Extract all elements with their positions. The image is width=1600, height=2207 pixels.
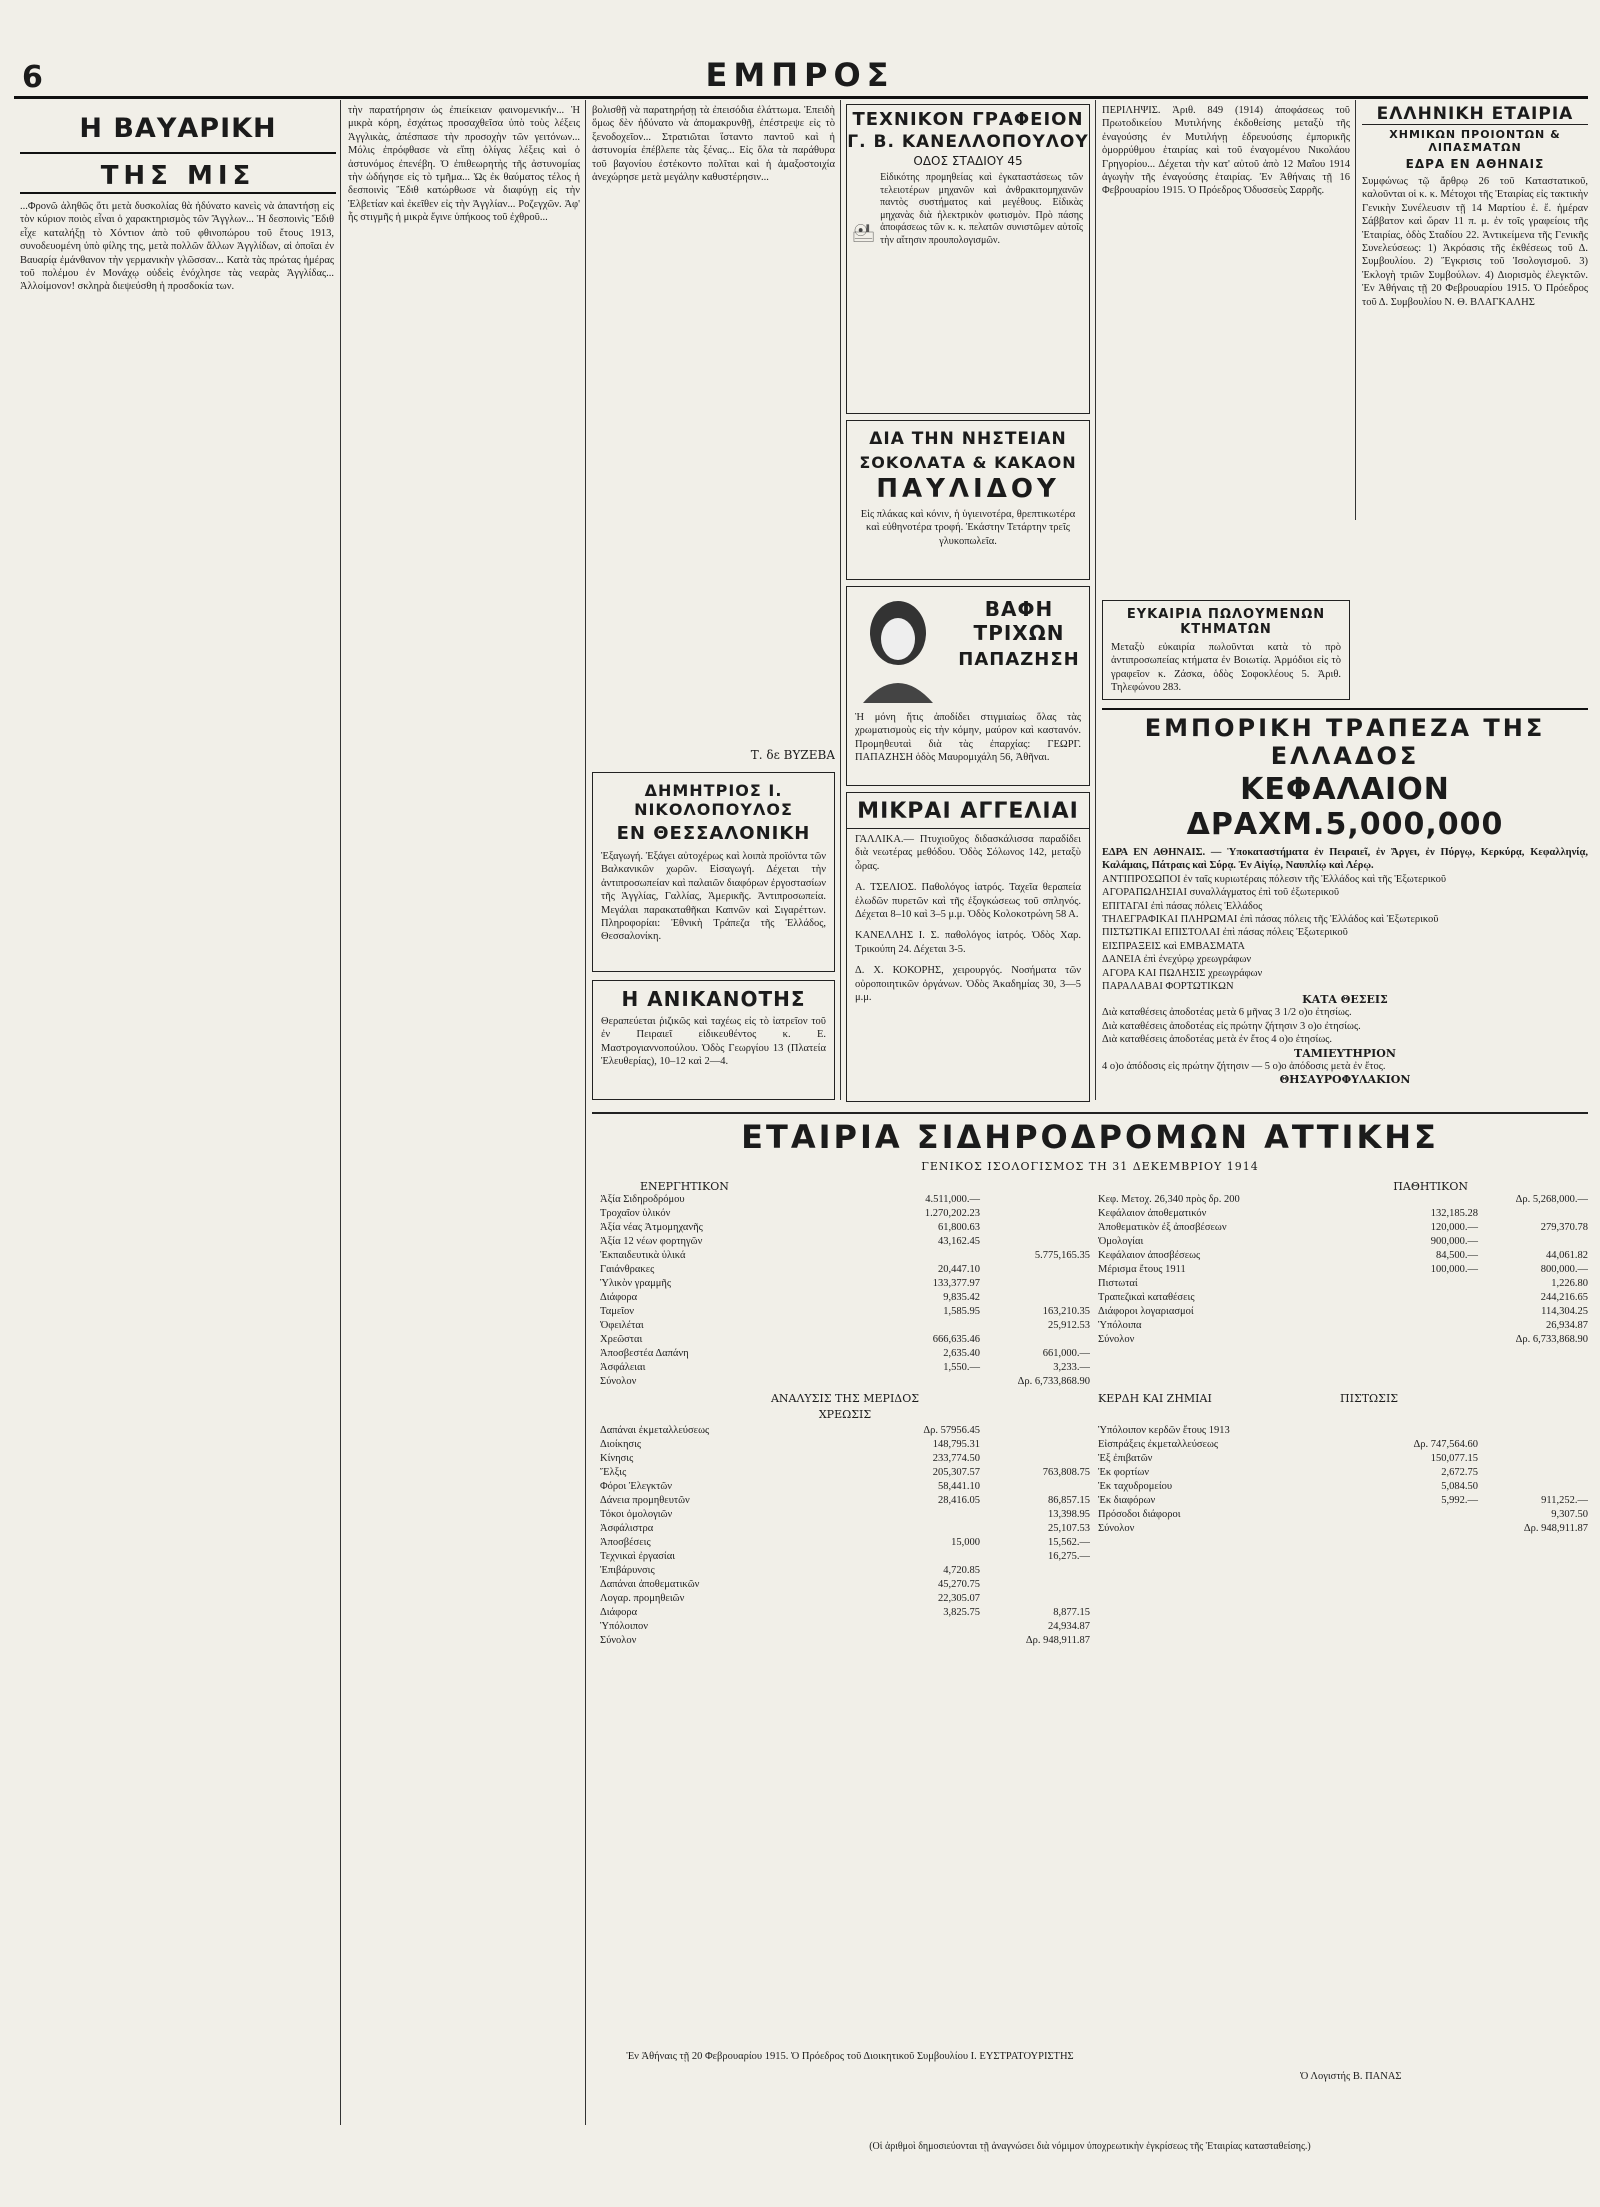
ad-pavlidou-title: ΔΙΑ ΤΗΝ ΝΗΣΤΕΙΑΝ — [869, 429, 1067, 449]
pl-row — [600, 1578, 1090, 1592]
row-amount — [980, 1277, 1090, 1291]
row-amount: 16,275.— — [1048, 1551, 1090, 1562]
row-amount: 148,795.31 — [932, 1439, 980, 1450]
row-amount: Δρ. 6,733,868.90 — [1515, 1334, 1588, 1345]
row-label: Πρόσοδοι διάφοροι — [1098, 1509, 1181, 1520]
ad-bank-line: ΔΑΝΕΙΑ ἐπὶ ἐνεχύρῳ χρεωγράφων — [1102, 954, 1252, 966]
row-label: Ἀξία νέας Ἀτμομηχανῆς — [600, 1222, 703, 1233]
ad-nikolopoulos-place: ΕΝ ΘΕΣΣΑΛΟΝΙΚΗ — [616, 823, 811, 844]
balance-row — [600, 1277, 1090, 1291]
row-amount — [980, 1578, 1090, 1592]
row-label: Ἐκ ταχυδρομείου — [1098, 1481, 1173, 1492]
row-label: Ἐκπαιδευτικὰ ὑλικά — [600, 1250, 686, 1261]
balance-row — [600, 1235, 1090, 1249]
row-label: Σύνολον — [600, 1635, 637, 1646]
row-amount: 1,226.80 — [1551, 1278, 1588, 1289]
railway-debit — [600, 1424, 1090, 1984]
ad-kanellopoulos-body: Εἰδικότης προμηθείας καὶ ἐγκαταστάσεως τῶν τελειοτέρων μηχανῶν καὶ ἀνθρακιτομηχανῶν παντὸς συστήματος καὶ μεγέθους. Εἰδικὰς μηχανὰς διὰ ἠλεκτρικὸν φωτισμὸν. Πρὸ πάσης ἀποφάσεως τῶν κ. κ. πελατῶν συνιστῶμεν αὐτοῖς τὴν αἴτησιν προυπολογισμῶν. — [880, 172, 1083, 246]
ad-property-title: ΕΥΚΑΙΡΙΑ ΠΩΛΟΥΜΕΝΩΝ ΚΤΗΜΑΤΩΝ — [1126, 607, 1326, 637]
balance-row — [1098, 1207, 1588, 1221]
row-label: Πιστωταί — [1098, 1278, 1138, 1289]
row-label: Δαπάναι ἐκμεταλλεύσεως — [600, 1425, 710, 1436]
row-amount: 100,000.— — [1430, 1264, 1478, 1275]
balance-row — [600, 1221, 1090, 1235]
ad-hellenic-title: ΕΛΛΗΝΙΚΗ ΕΤΑΙΡΙΑ — [1362, 104, 1588, 125]
row-amount: 4,720.85 — [943, 1565, 980, 1576]
analysis-title: ΑΝΑΛΥΣΙΣ ΤΗΣ ΜΕΡΙΔΟΣ — [770, 1392, 920, 1405]
row-amount — [1478, 1438, 1588, 1452]
woman-portrait-icon — [853, 593, 943, 703]
row-label: Ἀξία 12 νέων φορτηγῶν — [600, 1236, 703, 1247]
ad-mikrai-item: Δ. Χ. ΚΟΚΟΡΗΣ, χειρουργός. Νοσήματα τῶν οὐροποιητικῶν ὀργάνων. Ὁδὸς Ἀκαδημίας 30, 3—5 μ.μ. — [855, 965, 1081, 1004]
pl-row — [1098, 1494, 1588, 1508]
row-amount — [980, 1333, 1090, 1347]
railway-footnote: (Οἱ ἀριθμοὶ δημοσιεύονται τῇ ἀναγνώσει διὰ νόμιμον ὑποχρεωτικὴν ἐγκρίσεως τῆς Ἑταιρίας κατασταθείσης.) — [869, 2141, 1311, 2152]
row-label: Κεφάλαιον ἀποσβέσεως — [1098, 1250, 1201, 1261]
ad-bank-title: ΕΜΠΟΡΙΚΗ ΤΡΑΠΕΖΑ ΤΗΣ ΕΛΛΑΔΟΣ — [1144, 714, 1546, 770]
row-amount: 26,934.87 — [1546, 1320, 1588, 1331]
ad-kanellopoulos-name: Γ. Β. ΚΑΝΕΛΛΟΠΟΥΛΟΥ — [847, 132, 1089, 152]
row-amount — [885, 1319, 980, 1333]
row-amount: 5.775,165.35 — [1034, 1250, 1090, 1261]
row-amount — [1383, 1277, 1478, 1291]
row-amount: 9,307.50 — [1551, 1509, 1588, 1520]
ad-bank-footer: ΘΗΣΑΥΡΟΦΥΛΑΚΙΟΝ — [1279, 1073, 1411, 1087]
row-amount: Δρ. 6,733,868.90 — [1017, 1376, 1090, 1387]
pl-row — [600, 1424, 1090, 1438]
ad-nikolopoulos — [592, 772, 835, 972]
row-amount: 244,216.65 — [1540, 1292, 1588, 1303]
row-label: Ἀσφάλιστρα — [600, 1523, 654, 1534]
assets-title: ΕΝΕΡΓΗΤΙΚΟΝ — [640, 1180, 729, 1193]
row-amount: 3,825.75 — [943, 1607, 980, 1618]
ad-property-body: Μεταξὺ εὐκαιρία πωλοῦνται κατὰ τὸ πρὸ ἀντιπροσωπείας κτήματα ἐν Βοιωτίᾳ. Ἀρμόδιοι εἰς τὸ γραφεῖον κ. Ζάσκα, ὁδὸς Σοφοκλέους 5. Ἀριθ. Τηλεφώνου 283. — [1111, 642, 1341, 694]
ad-bank-deposits-title: ΚΑΤΑ ΘΕΣΕΙΣ — [1302, 993, 1388, 1007]
row-label: Τραπεζικαὶ καταθέσεις — [1098, 1292, 1195, 1303]
column-rule — [1355, 100, 1356, 520]
row-label: Ὑπόλοιπον — [600, 1621, 649, 1632]
pl-row — [600, 1508, 1090, 1522]
row-amount — [980, 1438, 1090, 1452]
ad-anikanotis — [592, 980, 835, 1100]
row-amount: 133,377.97 — [932, 1278, 980, 1289]
pl-row — [600, 1466, 1090, 1480]
pl-row — [600, 1606, 1090, 1620]
row-amount: 5,992.— — [1441, 1495, 1478, 1506]
ad-nikolopoulos-title: ΔΗΜΗΤΡΙΟΣ Ι. ΝΙΚΟΛΟΠΟΥΛΟΣ — [634, 781, 793, 819]
column-rule — [340, 100, 341, 2125]
row-label: Σύνολον — [600, 1376, 637, 1387]
row-amount: Δρ. 948,911.87 — [1025, 1635, 1090, 1646]
ad-kanellopoulos-address: ΟΔΟΣ ΣΤΑΔΙΟΥ 45 — [913, 154, 1023, 168]
ad-bank-line: ΑΓΟΡΑ ΚΑΙ ΠΩΛΗΣΙΣ χρεωγράφων — [1102, 967, 1263, 979]
story-column-3: βολισθῇ νὰ παρατηρήσῃ τὰ ἐπεισόδια ἐλάττωμα. Ἐπειδὴ ὅμως δὲν ἠδύνατο νὰ ἀπομακρυνθῇ, ἐπέστρεψε εἰς τὸ ξενοδοχεῖον... Στρατιῶται ἵσταντο παντοῦ καὶ ἡ ἀστυνομία ἐπέβλεπε τὰς ξένας... Εἰς ὅλα τὰ παράθυρα τοῦ βαγονίου ἐστέκοντο πολῖται καὶ ἡ ἀμαξοστοιχία ἀνεχώρησε μετὰ μεγάλην καθυστέρησιν... — [592, 105, 835, 184]
masthead-rule — [14, 96, 1588, 99]
ad-bank-savings-title: ΤΑΜΙΕΥΤΗΡΙΟΝ — [1294, 1046, 1396, 1060]
balance-row — [1098, 1235, 1588, 1249]
pl-row — [1098, 1466, 1588, 1480]
row-amount: 911,252.— — [1541, 1495, 1588, 1506]
row-amount: 1.270,202.23 — [924, 1208, 980, 1219]
row-amount: 15,000 — [951, 1537, 980, 1548]
pl-row — [1098, 1424, 1588, 1438]
row-amount — [1383, 1193, 1478, 1207]
ad-hellenic-body: Συμφώνως τῷ ἄρθρῳ 26 τοῦ Καταστατικοῦ, καλοῦνται οἱ κ. κ. Μέτοχοι τῆς Ἑταιρίας εἰς τακτικὴν Γενικὴν Συνέλευσιν τῇ 14 Μαρτίου ἐ. ἔ. ἡμέραν Σάββατον καὶ ὥραν 11 π. μ. ἐν τοῖς γραφείοις τῆς Ἑταιρίας, ὁδὸς Σταδίου 22. Ἀντικείμενα τῆς Γενικῆς Συνελεύσεως: 1) Ἀκρόασις τῆς ἐκθέσεως τοῦ Δ. Συμβουλίου. 2) Ἔγκρισις τοῦ Ἰσολογισμοῦ. 3) Ἐκλογὴ τριῶν Συμβούλων. 4) Διορισμὸς ἐλεγκτῶν. Ἐν Ἀθήναις τῇ 20 Φεβρουαρίου 1915. Ὁ Πρόεδρος τοῦ Δ. Συμβουλίου Ν. Θ. ΒΛΑΓΚΑΛΗΣ — [1362, 176, 1588, 308]
ad-mikrai-item: ΚΑΝΕΛΛΗΣ Ι. Σ. παθολόγος ἰατρός. Ὁδὸς Χαρ. Τρικούπη 24. Δέχεται 3-5. — [855, 930, 1081, 955]
row-amount: Δρ. 57956.45 — [923, 1425, 980, 1436]
row-label: Λογαρ. προμηθειῶν — [600, 1593, 685, 1604]
ad-bank-line: ΑΓΟΡΑΠΩΛΗΣΙΑΙ συναλλάγματος ἐπὶ τοῦ ἐξωτερικοῦ — [1102, 887, 1340, 899]
row-label: Γαιάνθρακες — [600, 1264, 655, 1275]
row-amount: 9,835.42 — [943, 1292, 980, 1303]
row-amount — [1478, 1235, 1588, 1249]
ad-mikrai-item: Α. ΤΣΕΛΙΟΣ. Παθολόγος ἰατρός. Ταχεῖα θεραπεία ἑλωδῶν πυρετῶν καὶ τῆς ἐξογκώσεως τοῦ σπληνός. Δέχεται 8–10 καὶ 3–5 μ.μ. Ὁδὸς Κολοκοτρώνη 58 Α. — [855, 882, 1081, 921]
row-amount — [885, 1375, 980, 1389]
row-label: Διάφοροι λογαριασμοί — [1098, 1306, 1194, 1317]
row-amount: 2,672.75 — [1441, 1467, 1478, 1478]
row-amount: 900,000.— — [1430, 1236, 1478, 1247]
story-column-1: ...Φρονῶ ἀληθῶς ὅτι μετὰ δυσκολίας θὰ ἠδύνατο κανεὶς νὰ ἀπαντήσῃ εἰς τὸν κύριον ποιὸς εἶναι ὁ χαρακτηρισμὸς τῶν Ἄγγλων... Ἡ δεσποινὶς Ἔδιθ εἶχε καταλήξῃ τὸ Χόντιον ἀπὸ τοῦ φθινοπώρου τοῦ ἔτους 1913, συνοδευομένη ὑπὸ φίλης της, μετὰ πολλῶν ἄλλων Ἀγγλίδων, αἱ ὁποῖαι ἐν Βαυαρίᾳ ἐμάνθανον τὴν γερμανικὴν γλῶσσαν... Κατὰ τὰς πρώτας ἡμέρας τοῦ πολέμου ἐν Μονάχῳ οὐδεὶς ἐνόχλησε τὰς νεαρὰς Ἀγγλίδας... Ἀλλοίμονον! σκληρὰ διεψεύσθη ἡ προσδοκία των. — [20, 201, 334, 293]
row-label: Ἀποσβεστέα Δαπάνη — [600, 1348, 689, 1359]
row-amount — [1478, 1207, 1588, 1221]
column-rule — [1095, 100, 1096, 1100]
row-label: Σύνολον — [1098, 1334, 1135, 1345]
railway-footer-left: Ἐν Ἀθήναις τῇ 20 Φεβρουαρίου 1915. Ὁ Πρόεδρος τοῦ Διοικητικοῦ Συμβουλίου Ι. ΕΥΣΤΡΑΤΟΥΡΙΣΤΗΣ — [626, 2051, 1074, 2062]
row-amount: 233,774.50 — [932, 1453, 980, 1464]
credit-title: ΠΙΣΤΩΣΙΣ — [1340, 1392, 1399, 1405]
ad-kanellopoulos — [846, 104, 1090, 414]
row-amount: 22,305.07 — [938, 1593, 980, 1604]
row-amount: 28,416.05 — [938, 1495, 980, 1506]
column-rule — [585, 100, 586, 2125]
balance-row — [600, 1319, 1090, 1333]
row-amount — [1478, 1424, 1588, 1438]
row-label: Ὑπόλοιπον κερδῶν ἔτους 1913 — [1098, 1425, 1230, 1436]
row-label: Τροχαῖον ὑλικόν — [600, 1208, 671, 1219]
row-amount — [1383, 1508, 1478, 1522]
row-label: Ἐκ διαφόρων — [1098, 1495, 1156, 1506]
row-label: Ἀσφάλειαι — [600, 1362, 646, 1373]
pl-row — [600, 1634, 1090, 1648]
row-amount — [980, 1564, 1090, 1578]
pl-row — [600, 1592, 1090, 1606]
ad-papazisi-name: ΠΑΠΑΖΗΣΗ — [958, 649, 1080, 670]
ad-anikanotis-body: Θεραπεύεται ῥιζικῶς καὶ ταχέως εἰς τὸ ἰατρεῖον τοῦ ἐν Πειραιεῖ εἰδικευθέντος κ. Ε. Μαστρογιαννοπούλου. Ὁδὸς Γεωργίου 13 (Πλατεία Ἐλευθερίας), 10–12 καὶ 2—4. — [601, 1016, 826, 1068]
pl-row — [600, 1536, 1090, 1550]
row-label: Τόκοι ὀμολογιῶν — [600, 1509, 673, 1520]
ad-papazisi-title: ΒΑΦΗ ΤΡΙΧΩΝ — [973, 597, 1065, 645]
ad-bank-savings: 4 ο)ο ἀπόδοσις εἰς πρώτην ζήτησιν — 5 ο)ο ἀπόδοσις μετὰ ἐν ἔτος. — [1102, 1060, 1386, 1072]
row-label: Ἐξ ἐπιβατῶν — [1098, 1453, 1153, 1464]
row-amount: 114,304.25 — [1541, 1306, 1588, 1317]
liabilities-title: ΠΑΘΗΤΙΚΟΝ — [1393, 1180, 1468, 1193]
row-label: Ἀποσβέσεις — [600, 1537, 651, 1548]
balance-row — [600, 1291, 1090, 1305]
ad-mikrai-item: ΓΑΛΛΙΚΑ.— Πτυχιοῦχος διδασκάλισσα παραδίδει διὰ νεωτέρας μεθόδου. Ὁδὸς Σόλωνος 142, μεταξὺ ὧρας. — [855, 834, 1081, 872]
pl-row — [600, 1494, 1090, 1508]
row-amount — [980, 1592, 1090, 1606]
row-amount — [1383, 1291, 1478, 1305]
row-label: Διάφορα — [600, 1292, 638, 1303]
story-subhead: ΤΗΣ ΜΙΣ — [20, 158, 336, 194]
pl-row — [600, 1480, 1090, 1494]
pl-row — [1098, 1480, 1588, 1494]
row-amount: 24,934.87 — [1048, 1621, 1090, 1632]
balance-row — [600, 1263, 1090, 1277]
legal-notice: ΠΕΡΙΛΗΨΙΣ. Ἀριθ. 849 (1914) ἀποφάσεως τοῦ Πρωτοδικείου Μυτιλήνης ἐκδοθείσης μεταξὺ τῆς ἐναγούσης ἐν Μυτιλήνῃ ἑδρευούσης ἐμπορικῆς ὁμορρύθμου ἑταιρίας καὶ τοῦ ἐναγομένου Νικολάου Γρηγορίου... Δέχεται τὴν κατ' αὐτοῦ ἀπὸ 12 Μαΐου 1914 ἀγωγὴν τῆς ἐναγούσης ἑταιρίας. Ἐν Ἀθήναις τῇ 16 Φεβρουαρίου 1915. Ὁ Πρόεδρος Ὀδυσσεὺς Σαρρῆς. — [1102, 105, 1350, 197]
row-amount: 763,808.75 — [1042, 1467, 1090, 1478]
railway-footer-right: Ὁ Λογιστής Β. ΠΑΝΑΣ — [1300, 2071, 1402, 2082]
ad-bank-line: ΕΙΣΠΡΑΞΕΙΣ καὶ ΕΜΒΑΣΜΑΤΑ — [1102, 940, 1245, 952]
row-label: Ἐπιβάρυνσις — [600, 1565, 655, 1576]
row-label: Μέρισμα ἔτους 1911 — [1098, 1264, 1186, 1275]
row-label: Κίνησις — [600, 1453, 634, 1464]
row-amount: Δρ. 747,564.60 — [1413, 1439, 1478, 1450]
page-number: 6 — [22, 60, 43, 94]
row-amount: 44,061.82 — [1546, 1250, 1588, 1261]
ad-bank-line: ΤΗΛΕΓΡΑΦΙΚΑΙ ΠΛΗΡΩΜΑΙ ἐπὶ πάσας πόλεις τῆς Ἑλλάδος καὶ Ἐξωτερικοῦ — [1102, 914, 1439, 926]
pl-row — [1098, 1522, 1588, 1536]
row-amount: 2,635.40 — [943, 1348, 980, 1359]
balance-row — [600, 1375, 1090, 1389]
row-label: Διοίκησις — [600, 1439, 642, 1450]
ad-nikolopoulos-body: Ἐξαγωγή. Ἐξάγει αὐτοχέρως καὶ λοιπὰ προϊόντα τῶν Βαλκανικῶν χωρῶν. Εἰσαγωγή. Δέχεται τὴν ἀντιπροσωπείαν καὶ παλαιῶν διαφόρων ἐργοστασίων τῆς Ἀγγλίας, Γαλλίας, Ἀμερικῆς. Ἀντιπροσωπεία. Μεγάλαι παρακαταθῆκαι Καπνῶν καὶ Σιγαρέττων. Πληροφορίαι: Ἐθνικὴ Τράπεζα τῆς Ἑλλάδος, Θεσσαλονίκη. — [601, 851, 826, 943]
ad-anikanotis-title: Η ΑΝΙΚΑΝΟΤΗΣ — [621, 987, 806, 1011]
row-amount — [980, 1424, 1090, 1438]
row-label: Χρεῶσται — [600, 1334, 643, 1345]
row-amount — [980, 1235, 1090, 1249]
row-amount — [1383, 1424, 1478, 1438]
row-amount: 13,398.95 — [1048, 1509, 1090, 1520]
row-amount — [980, 1263, 1090, 1277]
ad-hellenic-subtitle: ΧΗΜΙΚΩΝ ΠΡΟΙΟΝΤΩΝ & ΛΙΠΑΣΜΑΤΩΝ — [1389, 128, 1561, 154]
row-amount — [885, 1522, 980, 1536]
row-amount: 1,550.— — [943, 1362, 980, 1373]
row-label: Ὑπόλοιπα — [1098, 1320, 1142, 1331]
row-label: Ὀφειλέται — [600, 1320, 644, 1331]
balance-row — [600, 1249, 1090, 1263]
debit-title: ΧΡΕΩΣΙΣ — [818, 1408, 872, 1421]
row-amount — [980, 1291, 1090, 1305]
row-label: Ὀμολογίαι — [1098, 1236, 1144, 1247]
pl-row — [600, 1564, 1090, 1578]
row-label: Εἰσπράξεις ἐκμεταλλεύσεως — [1098, 1439, 1219, 1450]
row-amount: 205,307.57 — [932, 1467, 980, 1478]
balance-row — [1098, 1319, 1588, 1333]
balance-row — [1098, 1249, 1588, 1263]
balance-row — [1098, 1291, 1588, 1305]
ad-kanellopoulos-title: ΤΕΧΝΙΚΟΝ ΓΡΑΦΕΙΟΝ — [852, 109, 1084, 130]
balance-row — [600, 1333, 1090, 1347]
ad-bank-capital: ΚΕΦΑΛΑΙΟΝ ΔΡΑΧΜ.5,000,000 — [1186, 772, 1504, 842]
row-amount: Δρ. 948,911.87 — [1523, 1523, 1588, 1534]
row-amount: 132,185.28 — [1430, 1208, 1478, 1219]
balance-row — [1098, 1263, 1588, 1277]
ad-bank-body: ΕΔΡΑ ΕΝ ΑΘΗΝΑΙΣ. — Ὑποκαταστήματα ἐν Πειραιεῖ, ἐν Ἄργει, ἐν Πύργῳ, Κερκύρᾳ, Κεφαλληνίᾳ, Καλάμαις, Πάτραις καὶ Σύρᾳ. Ἐν Αἰγίῳ, Ναυπλίῳ καὶ Λέρῳ. — [1102, 847, 1588, 872]
pl-title: ΚΕΡΔΗ ΚΑΙ ΖΗΜΙΑΙ — [1098, 1392, 1212, 1405]
row-amount: 4.511,000.— — [925, 1194, 980, 1205]
row-label: Κεφάλαιον ἀποθεματικόν — [1098, 1208, 1207, 1219]
row-amount — [1383, 1305, 1478, 1319]
row-amount — [1383, 1522, 1478, 1536]
ad-hellenic-company — [1362, 104, 1588, 704]
row-amount: 163,210.35 — [1042, 1306, 1090, 1317]
pl-row — [600, 1438, 1090, 1452]
row-amount: 150,077.15 — [1430, 1453, 1478, 1464]
row-amount: 25,912.53 — [1048, 1320, 1090, 1331]
ad-papazisi-body: Ἡ μόνη ἥτις ἀποδίδει στιγμιαίως ὅλας τὰς χρωματισμοὺς εἰς τὴν κόμην, μαύρον καὶ καστανόν. Προμηθευταὶ διὰ τὰς ἐπαρχίας: ΓΕΩΡΓ. ΠΑΠΑΖΗΣΗ ὁδὸς Μαυρομιχάλη 56, Ἀθῆναι. — [855, 712, 1081, 764]
row-label: Τεχνικαὶ ἐργασίαι — [600, 1551, 676, 1562]
row-amount: 5,084.50 — [1441, 1481, 1478, 1492]
row-amount — [980, 1452, 1090, 1466]
masthead-title: ΕΜΠΡΟΣ — [705, 56, 895, 94]
pl-row — [1098, 1438, 1588, 1452]
row-amount — [980, 1207, 1090, 1221]
row-amount — [885, 1249, 980, 1263]
balance-row — [1098, 1221, 1588, 1235]
ad-bank-line: ΑΝΤΙΠΡΟΣΩΠΟΙ ἐν ταῖς κυριωτέραις πόλεσιν τῆς Ἑλλάδος καὶ τῆς Ἐξωτερικοῦ — [1102, 873, 1447, 885]
ad-pavlidou — [846, 420, 1090, 580]
row-label: Κεφ. Μετοχ. 26,340 πρὸς δρ. 200 — [1098, 1194, 1240, 1205]
story-headline: Η ΒΑΥΑΡΙΚΗ — [20, 104, 336, 154]
row-label: Ἀξία Σιδηροδρόμου — [600, 1194, 685, 1205]
row-amount: 8,877.15 — [1053, 1607, 1090, 1618]
row-amount — [885, 1620, 980, 1634]
row-amount: Δρ. 5,268,000.— — [1515, 1194, 1588, 1205]
row-amount: 86,857.15 — [1048, 1495, 1090, 1506]
row-label: Διάφορα — [600, 1607, 638, 1618]
ad-pavlidou-name: ΠΑΥΛΙΔΟΥ — [876, 474, 1060, 504]
pl-row — [600, 1550, 1090, 1564]
row-label: Ταμεῖον — [600, 1306, 635, 1317]
row-amount: 3,233.— — [1053, 1362, 1090, 1373]
ad-hellenic-place: ΕΔΡΑ ΕΝ ΑΘΗΝΑΙΣ — [1405, 157, 1545, 171]
row-label: Σύνολον — [1098, 1523, 1135, 1534]
railway-credit — [1098, 1424, 1588, 1724]
row-amount — [980, 1193, 1090, 1207]
pl-row — [600, 1522, 1090, 1536]
railway-title: ΕΤΑΙΡΙΑ ΣΙΔΗΡΟΔΡΟΜΩΝ ΑΤΤΙΚΗΣ — [741, 1118, 1439, 1156]
ad-papazisi — [846, 586, 1090, 786]
row-amount — [1383, 1319, 1478, 1333]
row-amount — [885, 1550, 980, 1564]
row-amount: 58,441.10 — [938, 1481, 980, 1492]
row-amount: 20,447.10 — [938, 1264, 980, 1275]
ad-bank-line: ΠΑΡΑΛΑΒΑΙ ΦΟΡΤΩΤΙΚΩΝ — [1102, 981, 1234, 993]
story-column-2: τὴν παρατήρησιν ὡς ἐπιείκειαν φαινομενικήν... Ἡ μικρὰ κόρη, ἐσχάτως προσαχθεῖσα ὑπὸ τοὺς λέξεις Ἀγγλικὰς, ἀπέσπασε τὴν προσοχὴν τῶν γειτόνων... Μόλις ἐπρόφθασε νὰ εἴπῃ ὀλίγας λέξεις καὶ ὁ ἀστυνόμος ἐπενέβη. Ὁ ἐπιθεωρητὴς τῆς ἀστυνομίας τὴν ὡδήγησε εἰς τὸ τμῆμα... Ὡς ἐκ θαύματος τέλος ἡ δεσποινὶς Ἔδιθ κατώρθωσε νὰ διαφύγῃ εἰς τὴν Ἑλβετίαν καὶ ἐκεῖθεν εἰς τὴν Ἀγγλίαν... Ροζεγχῶν. Ἀφ' ἧς στιγμῆς ἡ μικρὰ ἔγινε ὑπήκοος τοῦ ἐχθροῦ... — [348, 105, 580, 224]
row-amount: 15,562.— — [1048, 1537, 1090, 1548]
balance-row — [600, 1207, 1090, 1221]
ad-property-sale — [1102, 600, 1350, 700]
balance-row — [600, 1361, 1090, 1375]
row-amount: 666,635.46 — [932, 1334, 980, 1345]
balance-row — [1098, 1193, 1588, 1207]
railway-subtitle: ΓΕΝΙΚΟΣ ΙΣΟΛΟΓΙΣΜΟΣ ΤΗ 31 ΔΕΚΕΜΒΡΙΟΥ 1914 — [921, 1160, 1259, 1173]
row-amount: 279,370.78 — [1540, 1222, 1588, 1233]
balance-row — [1098, 1277, 1588, 1291]
ad-pavlidou-body: Εἰς πλάκας καὶ κόνιν, ἡ ὑγιεινοτέρα, θρεπτικωτέρα καὶ εὐθηνοτέρα τροφή. Ἐκάστην Τετάρτην τρεῖς γλυκοπωλεῖα. — [860, 509, 1076, 547]
ad-mikrai-title: ΜΙΚΡΑΙ ΑΓΓΕΛΙΑΙ — [847, 799, 1089, 829]
ad-bank — [1102, 708, 1588, 1108]
ad-mikrai — [846, 792, 1090, 1102]
row-label: Ὑλικὸν γραμμῆς — [600, 1278, 672, 1289]
machine-illustration-icon — [853, 172, 874, 292]
balance-row — [600, 1347, 1090, 1361]
pl-row — [600, 1620, 1090, 1634]
row-amount — [1383, 1333, 1478, 1347]
balance-row — [600, 1305, 1090, 1319]
row-amount: 800,000.— — [1540, 1264, 1588, 1275]
row-label: Δάνεια προμηθευτῶν — [600, 1495, 690, 1506]
row-label: Ἀποθεματικὸν ἐξ ἀποσβέσεων — [1098, 1222, 1227, 1233]
ad-bank-line: ΠΙΣΤΩΤΙΚΑΙ ΕΠΙΣΤΟΛΑΙ ἐπὶ πάσας πόλεις Ἐξωτερικοῦ — [1102, 927, 1348, 939]
pl-row — [1098, 1508, 1588, 1522]
row-label: Δαπάναι ἀποθεματικῶν — [600, 1579, 700, 1590]
row-amount — [1478, 1452, 1588, 1466]
row-amount — [1478, 1480, 1588, 1494]
balance-row — [1098, 1305, 1588, 1319]
row-amount: 61,800.63 — [938, 1222, 980, 1233]
pl-row — [600, 1452, 1090, 1466]
row-amount — [885, 1634, 980, 1648]
row-amount: 45,270.75 — [938, 1579, 980, 1590]
row-amount: 120,000.— — [1430, 1222, 1478, 1233]
row-amount: 1,585.95 — [943, 1306, 980, 1317]
balance-row — [600, 1193, 1090, 1207]
ad-bank-line: ΕΠΙΤΑΓΑΙ ἐπὶ πάσας πόλεις Ἑλλάδος — [1102, 900, 1263, 912]
row-label: Ἕλξις — [600, 1467, 627, 1478]
ad-pavlidou-subtitle: ΣΟΚΟΛΑΤΑ & ΚΑΚΑΟΝ — [859, 453, 1077, 472]
ad-bank-deposit: Διὰ καταθέσεις ἀποδοτέας μετὰ 6 μῆνας 3 1/2 ο)ο ἐτησίως. — [1102, 1007, 1352, 1019]
row-amount: 25,107.53 — [1048, 1523, 1090, 1534]
ad-bank-deposit: Διὰ καταθέσεις ἀποδοτέας εἰς πρώτην ζήτησιν 3 ο)ο ἐτησίως. — [1102, 1020, 1361, 1032]
balance-row — [1098, 1333, 1588, 1347]
column-rule — [840, 100, 841, 1100]
ad-bank-deposit: Διὰ καταθέσεις ἀποδοτέας μετὰ ἐν ἔτος 4 ο)ο ἐτησίως. — [1102, 1034, 1333, 1046]
row-amount — [980, 1480, 1090, 1494]
row-amount — [1478, 1466, 1588, 1480]
pl-row — [1098, 1452, 1588, 1466]
story-byline: Τ. δε ΒΥΖΕΒΑ — [750, 748, 835, 762]
row-label: Φόροι Ἐλεγκτῶν — [600, 1481, 673, 1492]
row-amount: 43,162.45 — [938, 1236, 980, 1247]
row-amount — [980, 1221, 1090, 1235]
row-amount — [885, 1508, 980, 1522]
row-label: Ἐκ φορτίων — [1098, 1467, 1150, 1478]
row-amount: 84,500.— — [1436, 1250, 1478, 1261]
section-rule — [592, 1112, 1588, 1114]
row-amount: 661,000.— — [1042, 1348, 1090, 1359]
